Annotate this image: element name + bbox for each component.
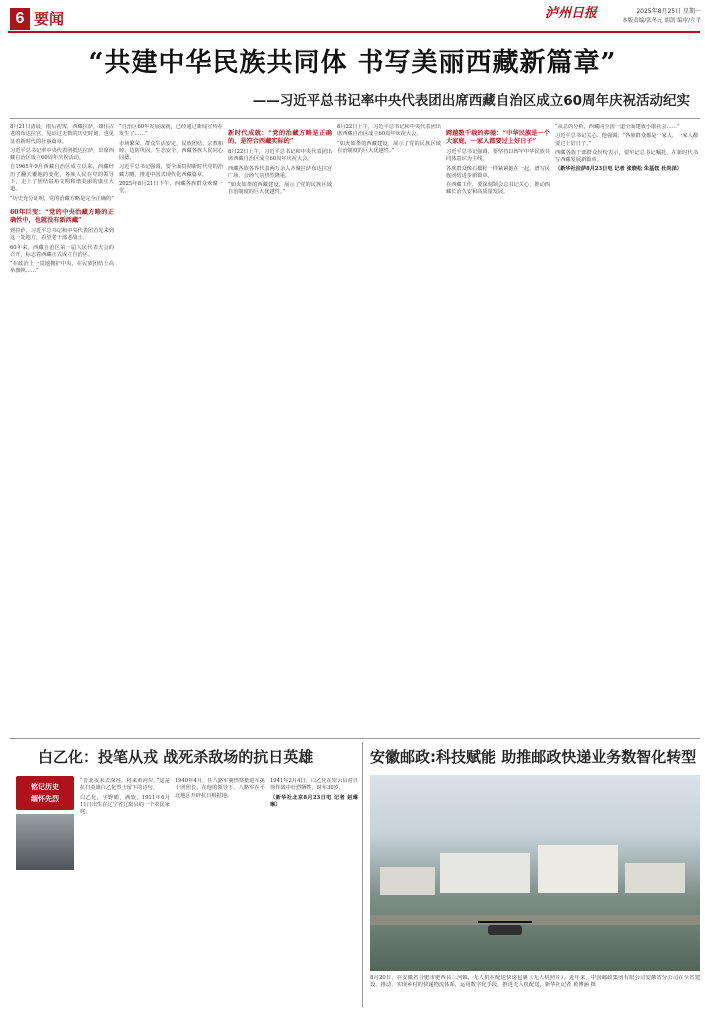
badge-line: 缅怀先烈 <box>31 795 59 803</box>
paragraph: 西藏各族各界代表两万余人齐聚拉萨布达拉宫广场，会场气氛热烈隆重。 <box>228 165 332 179</box>
lead-column-4 <box>337 124 441 729</box>
lead-top-rule <box>10 118 700 119</box>
section-subheading: 跨越数千载的奔驰：“中华民族是一个大家庭，一家人都要过上好日子” <box>446 130 550 145</box>
paragraph: 市场繁荣、群众生活安定，民族团结、宗教和睦，边防巩固，生态安全，西藏各族人民同心同德。 <box>119 140 223 162</box>
paragraph: “晋北夜未去深谷，将来黄河岸。”这是抗日英雄白乙化烈士留下的诗句。 <box>80 778 170 792</box>
paragraph: 自1965年9月西藏自治区成立以来，西藏经历了翻天覆地的变化，各族人民在党的领导下，走上了团结富裕文明和谐美丽的康庄大道。 <box>10 164 114 193</box>
paragraph: 习近平总书记关心，他强调：“各族群众都是一家人，一家人都要过上好日子。” <box>555 133 698 147</box>
left-article-headline: 白乙化：投笔从戎 战死杀敌场的抗日英雄 <box>38 748 314 766</box>
paragraph: 8月22日上午，习近平总书记和中央代表团出席西藏自治区成立60周年庆祝大会。 <box>228 149 332 163</box>
left-article-column-2 <box>175 778 265 1008</box>
paragraph: 各族群众像石榴籽一样紧紧抱在一起，谱写民族团结进步新篇章。 <box>446 165 550 179</box>
paragraph: “历史充分证明，党的治藏方略是完全正确的” <box>10 195 114 202</box>
left-article-column-1 <box>80 778 170 1008</box>
history-badge <box>16 776 74 810</box>
building <box>440 853 530 893</box>
paragraph: 习近平总书记率中央代表团抵达拉萨，出席西藏自治区成立60周年庆祝活动。 <box>10 147 114 162</box>
lead-column-6 <box>555 124 698 729</box>
lead-column-1 <box>10 124 114 729</box>
road <box>370 915 700 925</box>
masthead-rule <box>8 31 700 33</box>
paragraph: 2025年8月21日下午，西藏各族群众欢聚一堂。 <box>119 181 223 195</box>
building <box>625 863 685 893</box>
section-subheading: 60年巨变：“党的中央治藏方略的正确性中，也就没有新西藏” <box>10 208 114 224</box>
left-article-column-3 <box>270 778 358 1008</box>
masthead-logo: 泸州日报 <box>545 6 598 21</box>
building <box>380 867 435 895</box>
paragraph: 习近平总书记强调，要坚持以铸牢中华民族共同体意识为主线。 <box>446 149 550 163</box>
paragraph: 西藏各族干部群众纷纷表示，要牢记总书记嘱托，在新时代书写西藏发展新篇章。 <box>555 149 698 164</box>
section-label: 要闻 <box>34 10 65 28</box>
paragraph: 60年来，西藏自治区第一届人民代表大会的召开，标志着西藏正式成立自治区。 <box>10 244 114 258</box>
byline: （新华社北京8月23日电 记者 赵琳琳） <box>270 794 358 808</box>
byline: （新华社拉萨8月23日电 记者 张晓松 朱基钗 杜尚泽） <box>555 166 682 173</box>
photo-caption: 8月20日，在安徽省合肥市肥西县三河镇，无人机在配送快递包裹（无人机照片）。近年来，中国邮政集团有限公司安徽省分公司在全省建设、推动、实现乡村的快递物流体系，运用数字化手段，推进无人机配送。新华社记者 黄博涵 摄 <box>370 975 700 989</box>
lead-headline: “共建中华民族共同体 书写美丽西藏新篇章” <box>88 48 617 78</box>
paragraph: 1940年4月，任八路军冀热察挺进军第十团团长。在他的领导下，八路军在平北地区开辟抗日根据地。 <box>175 778 265 799</box>
paragraph: “自治区60年发展成就，已经通过新闻宣传在发生了……” <box>119 124 223 138</box>
drone-rotor <box>478 921 532 923</box>
lead-subheadline: ——习近平总书记率中央代表团出席西藏自治区成立60周年庆祝活动纪实 <box>252 93 690 109</box>
lead-column-3 <box>228 124 332 729</box>
paragraph: 在西藏工作，要深刻领会总书记关心，推动西藏长治久安和高质量发展。 <box>446 182 550 196</box>
building <box>538 845 618 893</box>
paragraph: 到拉萨，习近平总书记和中央代表团首先来到这一处地方，看望老干部老战士。 <box>10 227 114 242</box>
article-divider <box>362 742 363 1007</box>
drone <box>488 925 522 935</box>
paragraph: 8月22日上午，习近平总书记和中央代表团出席西藏自治区成立60周年庆祝大会。 <box>337 124 441 138</box>
section-subheading: 新时代成就：“党的治藏方略是正确的，是符合西藏实际的” <box>228 130 332 145</box>
drone-photo <box>370 775 700 971</box>
right-article-headline: 安徽邮政:科技赋能 助推邮政快递业务数智化转型 <box>370 748 697 766</box>
badge-line: 铭记历史 <box>31 783 59 791</box>
date-line: 2025年8月25日 星期一 <box>636 8 701 15</box>
paragraph: “如火如荼的西藏建设，展示了党的民族区域自治制度的巨大优越性。” <box>228 182 332 196</box>
editor-line: 本版责编/张冬元 胡凯 编审/左平 <box>622 18 701 24</box>
lead-column-5 <box>446 124 550 729</box>
paragraph: “如火如荼的西藏建设，展示了党的民族区域自治制度的巨大优越性。” <box>337 140 441 154</box>
lead-column-2 <box>119 124 223 729</box>
paragraph: 白乙化，字野鹤，满族，1911年6月11日出生在辽宁省辽阳县的一个农民家庭。 <box>80 794 170 816</box>
lead-bottom-rule <box>10 738 700 739</box>
paragraph: 习近平总书记强调，要全面贯彻新时代党的治藏方略，推进中国式现代化西藏篇章。 <box>119 164 223 178</box>
paragraph: “在政治上一贯地拥护中央，在民族团结上高举旗帜……” <box>10 261 114 275</box>
left-article-photo <box>16 814 74 870</box>
paragraph: 1941年2月4日，白乙化在密云县对日伪作战中壮烈牺牲，时年30岁。 <box>270 778 358 792</box>
page-number-badge: 6 <box>10 8 30 30</box>
paragraph: 8月21日清晨，雨后初霁，西藏拉萨。雄伟古老的布达拉宫，见证过无数的历史时刻，也见证着新时代的壮丽篇章。 <box>10 124 114 145</box>
paragraph: “从总的分析，西藏同全国一道全面建成小康社会……” <box>555 124 680 130</box>
